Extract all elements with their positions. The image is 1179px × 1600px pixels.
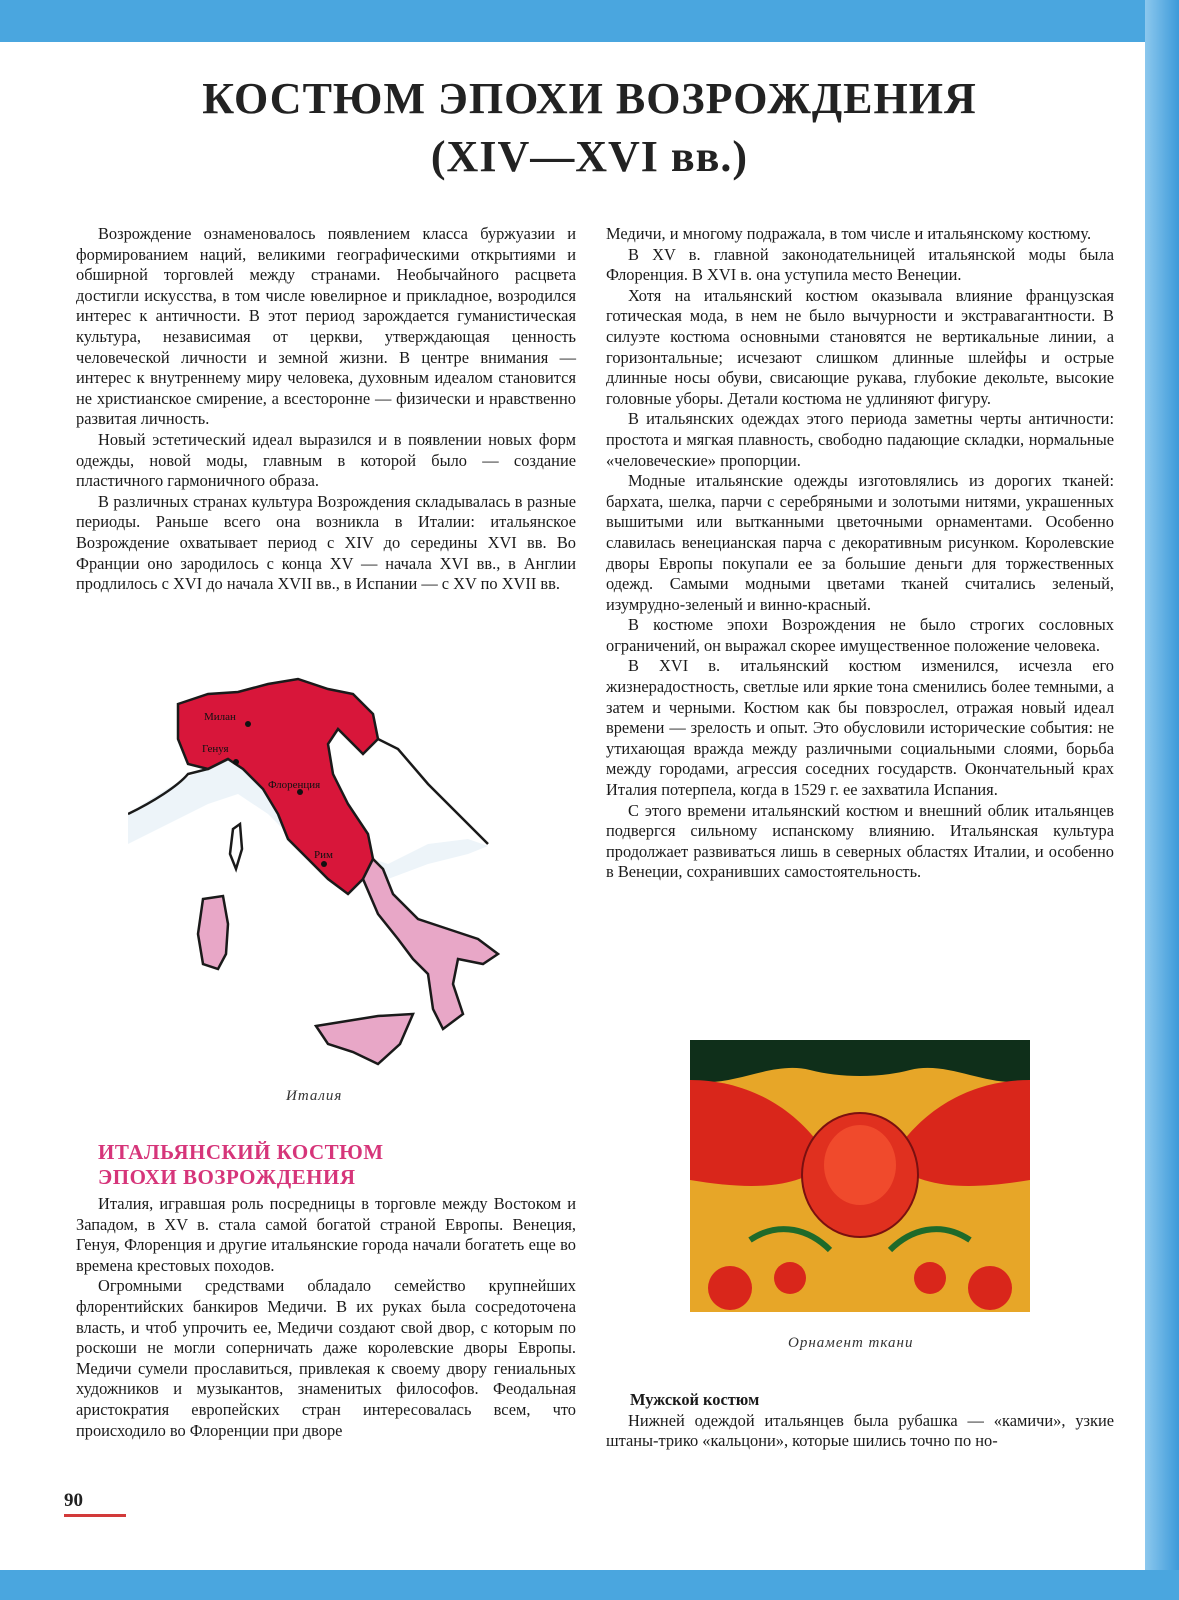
ornament-fruit-left [708, 1266, 752, 1310]
paragraph: Новый эстетический идеал выразился и в появлении новых форм одежды, новой моды, главным в которой было — создание пластичного гармоничного образа. [76, 429, 576, 491]
paragraph: Италия, игравшая роль посредницы в торговле между Востоком и Западом, в XV в. стала самой богатой страной Европы. Венеция, Генуя, Флоренция и другие итальянские города начали богатеть еще во времена крестовых походов. [76, 1194, 576, 1275]
city-label-rome: Рим [314, 849, 333, 861]
city-label-milan: Милан [204, 711, 236, 723]
city-label-genoa: Генуя [202, 743, 229, 755]
ornament-flower-inner [824, 1125, 896, 1205]
south-italy-region [363, 859, 498, 1029]
page-number: 90 [64, 1490, 83, 1511]
fabric-ornament-image [690, 1040, 1030, 1312]
paragraph: В XVI в. итальянский костюм изменился, исчезла его жизнерадостность, светлые или яркие тона сменились более темными, а затем и черными. Костюм как бы повзрослел, отражая новый идеал времени — зрелость и опыт. Это обусловили исторические события: не утихающая вражда между различными социальными слоями, борьба между городами, агрессия соседних государств. Окончательный крах Италия потерпела, когда в 1529 г. ее захватила Испания. [606, 656, 1114, 800]
coastline-east [378, 739, 488, 844]
paragraph: С этого времени итальянский костюм и внешний облик итальянцев подвергся сильному испанскому влиянию. Итальянская культура продолжает развиваться лишь в северных областях Италии, и особенно в Венеции, сохранивших самостоятельность. [606, 800, 1114, 882]
page-title [0, 70, 1179, 186]
paragraph: Хотя на итальянский костюм оказывала влияние французская готическая мода, в нем не было вычурности и экстравагантности. В силуэте костюма основными становятся не вертикальные линии, а горизонтальные; исчезают слишком длинные шлейфы и острые длинные носы обуви, свисающие рукава, глубокие декольте, высокие головные уборы. Детали костюма не удлиняют фигуру. [606, 285, 1114, 408]
section-heading-line1: ИТАЛЬЯНСКИЙ КОСТЮМ [98, 1140, 384, 1164]
sardinia-island [198, 896, 228, 969]
page-number-underline [64, 1514, 126, 1517]
column-right [606, 224, 1114, 883]
paragraph: Нижней одеждой итальянцев была рубашка — «камичи», узкие штаны-трико «кальцони», которые шились точно по но- [606, 1410, 1114, 1451]
section-heading-line2: ЭПОХИ ВОЗРОЖДЕНИЯ [98, 1165, 356, 1189]
paragraph: В костюме эпохи Возрождения не было строгих сословных ограничений, он выражал скорее имущественное положение человека. [606, 615, 1114, 655]
paragraph: Модные итальянские одежды изготовлялись из дорогих тканей: бархата, шелка, парчи с серебряными и золотыми нитями, украшенных вышитыми или вытканными цветочными орнаментами. Особенно славилась венецианская парча с декоративным рисунком. Королевские дворы Европы покупали ее за большие деньги для торжественных одежд. Самыми модными цветами тканей считались зеленый, изумрудно-зеленый и винно-красный. [606, 471, 1114, 614]
right-border [1145, 0, 1179, 1600]
paragraph: Медичи, и многому подражала, в том числе и итальянскому костюму. [606, 224, 1092, 243]
map-caption: Италия [286, 1088, 343, 1104]
paragraph: Возрождение ознаменовалось появлением класса буржуазии и формированием наций, великими географическими открытиями и обширной торговлей между странами. Необычайного расцвета достигли искусства, в том числе ювелирное и прикладное, возродился интерес к античности. В этот период зарождается гуманистическая культура, независимая от церкви, утверждающая ценность человеческой личности и земной жизни. В центре внимания — интерес к внутреннему миру человека, духовным идеалом становится не христианское смирение, а всесторонне — физически и нравственно развитая личность. [76, 224, 576, 429]
bottom-border [0, 1570, 1179, 1600]
column-left-top [76, 224, 576, 595]
ornament-caption: Орнамент ткани [788, 1335, 914, 1351]
page-title-line2: (XIV—XVI вв.) [430, 132, 749, 181]
ornament-dark-top [690, 1040, 1030, 1082]
city-dot [245, 721, 251, 727]
mens-costume-section [606, 1390, 1114, 1452]
paragraph: В различных странах культура Возрождения складывалась в разные периоды. Раньше всего она возникла в Италии: итальянское Возрождение охватывает период с XIV до середины XVI вв. Во Франции оно зародилось с конца XV — начала XVI вв., в Англии продлилось с XVI до начала XVII вв., в Испании — с XV по XVII вв. [76, 491, 576, 594]
page-title-line1: КОСТЮМ ЭПОХИ ВОЗРОЖДЕНИЯ [202, 74, 977, 123]
sicily-island [316, 1014, 413, 1064]
paragraph: Огромными средствами обладало семейство крупнейших флорентийских банкиров Медичи. В их руках была сосредоточена власть, и чтоб упрочить ее, Медичи создают свой двор, с которым по роскоши не могли соперничать даже королевские дворы Европы. Медичи сумели прославиться, привлекая к своему двору гениальных художников и музыкантов, знаменитых философов. Феодальная аристократия европейских стран интересовалась всем, что происходило во Флоренции при дворе [76, 1276, 576, 1440]
italy-map [128, 664, 548, 1084]
ornament-fruit [914, 1262, 946, 1294]
corsica-island [230, 824, 242, 869]
city-label-florence: Флоренция [268, 779, 321, 791]
ornament-fruit [774, 1262, 806, 1294]
city-dot [321, 861, 327, 867]
paragraph: В итальянских одеждах этого периода заметны черты античности: простота и мягкая плавность, свободно падающие складки, нормальные «человеческие» пропорции. [606, 409, 1114, 470]
section-heading [98, 1140, 384, 1190]
ornament-fruit-right [968, 1266, 1012, 1310]
city-dot [233, 759, 239, 765]
top-border [0, 0, 1179, 42]
paragraph: В XV в. главной законодательницей итальянской моды была Флоренция. В XVI в. она уступила место Венеции. [606, 244, 1114, 285]
column-left-bottom [76, 1194, 576, 1441]
mens-costume-heading: Мужской костюм [630, 1390, 760, 1409]
